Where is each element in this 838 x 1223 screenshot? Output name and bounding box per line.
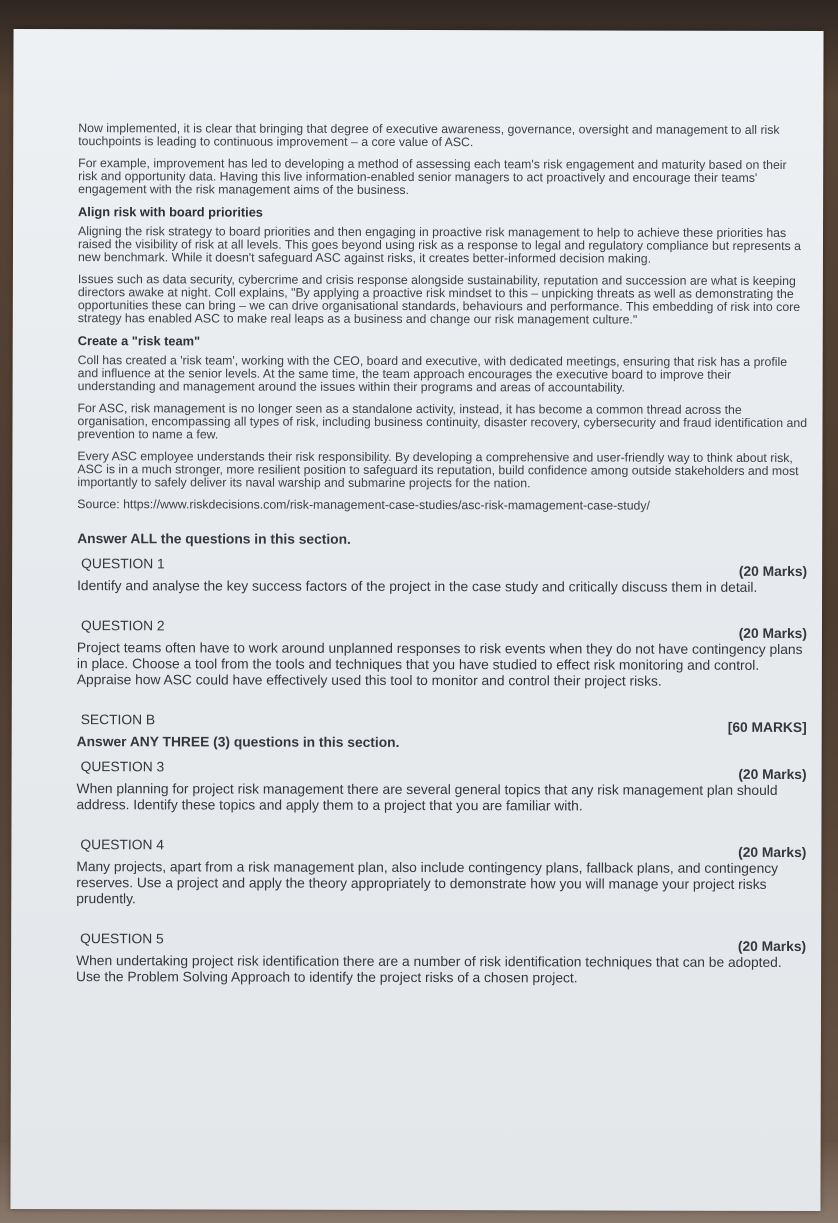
- question-header: [77, 759, 807, 783]
- question-title: QUESTION 2: [80, 618, 165, 634]
- question-text: When undertaking project risk identification there are a number of risk identification techniques that can be adopted. Use the Problem Solving Approach to identify the project risks of a chosen project.: [76, 953, 782, 986]
- article-paragraph: Aligning the risk strategy to board priorities and then engaging in proactive risk management to help to achieve these priorities has raised the visibility of risk at all levels. This goes beyond using risk as a response to legal and regulatory compliance but represents a new benchmark. While it doesn't safeguard ASC against risks, it creates better-informed decision making.: [77, 224, 801, 266]
- question-4: [76, 837, 806, 909]
- question-marks: (20 Marks): [738, 766, 807, 783]
- question-text: When planning for project risk management there are several general topics that any risk management plan should address. Identify these topics and apply them to a project that you are familiar with.: [76, 781, 778, 814]
- question-header: [76, 931, 806, 955]
- heading-risk-team: Create a "risk team": [77, 333, 201, 349]
- section-b-title: SECTION B: [80, 712, 156, 728]
- exam-paper-sheet: [10, 29, 823, 1211]
- question-header: [77, 556, 807, 580]
- question-header: [76, 837, 806, 861]
- section-a-instructions: Answer ALL the questions in this section.: [77, 531, 351, 547]
- question-text: Project teams often have to work around unplanned responses to risk events when they do not have contingency plans in place. Choose a tool from the tools and techniques that you have studied to effect risk monitoring and control. Appraise how ASC could have effectively used this tool to monitor and control their project risks.: [76, 640, 803, 689]
- heading-align-risk: Align risk with board priorities: [78, 204, 263, 220]
- source-citation: Source: https://www.riskdecisions.com/risk-management-case-studies/asc-risk-mamagement-case-study/: [77, 497, 651, 513]
- question-title: QUESTION 4: [80, 837, 165, 853]
- question-3: [76, 759, 806, 815]
- question-title: QUESTION 1: [81, 556, 165, 572]
- article-paragraph: Every ASC employee understands their risk responsibility. By developing a comprehensive and user-friendly way to think about risk, ASC is in a much stronger, more resilient position to safeguard its reputation, build confidence among outside stakeholders and most importantly to safely deliver its naval warship and submarine projects for the nation.: [77, 449, 799, 491]
- page-content: [76, 122, 808, 1011]
- case-study-article: [77, 122, 808, 513]
- article-paragraph: Now implemented, it is clear that bringing that degree of executive awareness, governance, oversight and management to all risk touchpoints is leading to continuous improvement – a core value of ASC.: [78, 121, 780, 150]
- question-text: Identify and analyse the key success factors of the project in the case study and critically discuss them in detail.: [77, 578, 758, 595]
- section-b-header: [77, 712, 807, 736]
- question-5: [76, 931, 806, 987]
- questions-area: [76, 531, 807, 987]
- question-marks: (20 Marks): [738, 844, 807, 861]
- question-text: Many projects, apart from a risk management plan, also include contingency plans, fallback plans, and contingency reserves. Use a project and apply the theory appropriately to demonstrate how you will manage your project risks prudently.: [76, 859, 779, 907]
- question-1: [77, 556, 807, 596]
- question-marks: (20 Marks): [738, 563, 808, 580]
- article-paragraph: For example, improvement has led to developing a method of assessing each team's risk engagement and maturity based on their risk and opportunity data. Having this live information-enabled senior managers to act proactively and encourage their teams' engagement with the risk management aims of the business.: [78, 156, 787, 197]
- question-marks: (20 Marks): [738, 625, 807, 642]
- article-paragraph: For ASC, risk management is no longer seen as a standalone activity, instead, it has become a common thread across the organisation, encompassing all types of risk, including business continuity, disaster recovery, cybersecurity and fraud identification and prevention to name a few.: [77, 401, 808, 442]
- article-paragraph: Issues such as data security, cybercrime and crisis response alongside sustainability, reputation and succession are what is keeping directors awake at night. Coll explains, "By applying a proactive risk mindset to this – unpicking threats as well as demonstrating the opportunities these can bring – we can drive organisational standards, behaviours and performance. This embedding of risk into core strategy has enabled ASC to make real leaps as a business and change our risk management culture.": [77, 272, 801, 327]
- question-title: QUESTION 5: [80, 931, 164, 947]
- question-2: [77, 618, 807, 690]
- question-marks: (20 Marks): [737, 938, 807, 955]
- question-header: [77, 618, 807, 642]
- section-b-instructions: Answer ANY THREE (3) questions in this section.: [76, 734, 400, 750]
- section-b-marks: [60 MARKS]: [727, 719, 807, 736]
- article-paragraph: Coll has created a 'risk team', working with the CEO, board and executive, with dedicated meetings, ensuring that risk has a profile and influence at the senior levels. At the same time, the team approach encourages the executive board to improve their understanding and management around the issues within their programs and areas of accountability.: [77, 353, 788, 395]
- question-title: QUESTION 3: [80, 759, 165, 775]
